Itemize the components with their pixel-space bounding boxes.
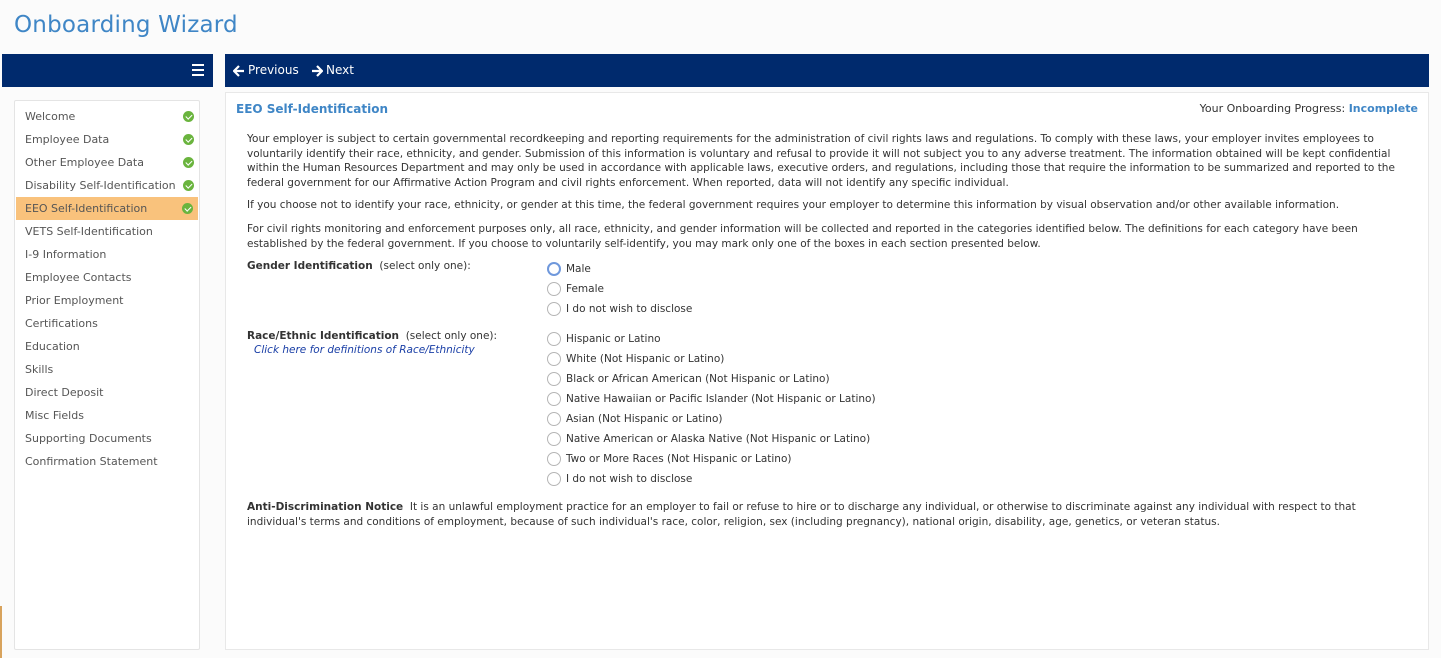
race-option-no-disclose[interactable]	[547, 471, 692, 487]
check-icon	[183, 111, 194, 122]
sidebar-item-other-employee-data[interactable]	[15, 151, 199, 174]
race-option-white[interactable]	[547, 351, 724, 367]
sidebar-item-label: VETS Self-Identification	[25, 225, 153, 238]
window-edge	[0, 606, 2, 658]
race-label-title: Race/Ethnic Identification	[247, 330, 400, 342]
radio-button[interactable]	[547, 332, 561, 346]
radio-button[interactable]	[547, 412, 561, 426]
sidebar-item-confirmation-statement[interactable]	[15, 450, 199, 473]
sidebar-item-misc-fields[interactable]	[15, 404, 199, 427]
sidebar-header	[2, 54, 213, 87]
sidebar-item-label: Other Employee Data	[25, 156, 144, 169]
notice-label: Anti-Discrimination Notice	[247, 501, 404, 513]
check-icon	[183, 180, 194, 191]
radio-button[interactable]	[547, 452, 561, 466]
previous-button[interactable]	[233, 54, 299, 87]
previous-button-label: Previous	[248, 63, 299, 77]
gender-option-no-disclose[interactable]	[547, 301, 692, 317]
gender-option-label: I do not wish to disclose	[566, 303, 693, 315]
observation-paragraph: If you choose not to identify your race, ethnicity, or gender at this time, the federal government requires your employer to determine this information by visual observation and/or other available information.	[247, 199, 1340, 211]
next-button[interactable]	[311, 54, 354, 87]
race-option-label: Black or African American (Not Hispanic or Latino)	[566, 373, 830, 385]
sidebar-item-employee-contacts[interactable]	[15, 266, 199, 289]
radio-button[interactable]	[547, 432, 561, 446]
sidebar-item-label: Confirmation Statement	[25, 455, 158, 468]
sidebar-item-i9-information[interactable]	[15, 243, 199, 266]
sidebar-item-vets-self-identification[interactable]	[15, 220, 199, 243]
sidebar-item-direct-deposit[interactable]	[15, 381, 199, 404]
main-content	[225, 92, 1429, 650]
radio-button[interactable]	[547, 262, 561, 276]
sidebar-item-label: EEO Self-Identification	[25, 202, 148, 215]
race-option-label: Asian (Not Hispanic or Latino)	[566, 413, 723, 425]
anti-discrimination-notice	[247, 500, 1415, 529]
gender-option-label: Male	[566, 263, 591, 275]
race-option-native-american[interactable]	[547, 431, 870, 447]
race-option-pacific-islander[interactable]	[547, 391, 876, 407]
race-label-hint: (select only one):	[405, 330, 498, 342]
gender-label-title: Gender Identification	[247, 260, 373, 272]
race-option-label: White (Not Hispanic or Latino)	[566, 353, 725, 365]
gender-label	[247, 260, 471, 272]
categories-paragraph: For civil rights monitoring and enforcement purposes only, all race, ethnicity, and gender information will be collected and reported in the categories identified below. The definitions for each category have been established by the federal government. If you choose to voluntarily self-identify, you may mark only one of the boxes in each section presented below.	[247, 223, 1358, 250]
next-button-label: Next	[326, 63, 354, 77]
sidebar-item-label: Education	[25, 340, 80, 353]
sidebar-item-label: Employee Contacts	[25, 271, 132, 284]
check-icon	[183, 157, 194, 168]
wizard-toolbar	[225, 54, 1429, 87]
sidebar-item-supporting-documents[interactable]	[15, 427, 199, 450]
check-icon	[183, 134, 194, 145]
race-option-label: Hispanic or Latino	[566, 333, 661, 345]
race-option-two-or-more[interactable]	[547, 451, 791, 467]
progress-label: Your Onboarding Progress:	[1199, 102, 1346, 115]
check-icon	[182, 203, 193, 214]
sidebar-item-label: Disability Self-Identification	[25, 179, 176, 192]
race-option-label: Native American or Alaska Native (Not Hispanic or Latino)	[566, 433, 871, 445]
onboarding-progress	[1200, 102, 1418, 115]
sidebar-item-label: Direct Deposit	[25, 386, 104, 399]
race-option-hispanic[interactable]	[547, 331, 661, 347]
radio-button[interactable]	[547, 352, 561, 366]
page-title: EEO Self-Identification	[236, 102, 388, 116]
radio-button[interactable]	[547, 372, 561, 386]
radio-button[interactable]	[547, 392, 561, 406]
app-title: Onboarding Wizard	[14, 12, 238, 38]
sidebar-item-label: Misc Fields	[25, 409, 84, 422]
wizard-steps-sidebar	[14, 100, 200, 650]
sidebar-item-label: Employee Data	[25, 133, 110, 146]
gender-option-male[interactable]	[547, 261, 591, 277]
sidebar-item-label: I-9 Information	[25, 248, 107, 261]
race-option-black[interactable]	[547, 371, 830, 387]
sidebar-item-label: Welcome	[25, 110, 76, 123]
sidebar-item-education[interactable]	[15, 335, 199, 358]
radio-button[interactable]	[547, 282, 561, 296]
gender-option-female[interactable]	[547, 281, 604, 297]
sidebar-item-certifications[interactable]	[15, 312, 199, 335]
sidebar-item-label: Supporting Documents	[25, 432, 152, 445]
gender-option-label: Female	[566, 283, 604, 295]
sidebar-item-label: Certifications	[25, 317, 98, 330]
sidebar-item-prior-employment[interactable]	[15, 289, 199, 312]
race-definitions-link[interactable]: Click here for definitions of Race/Ethnicity	[254, 344, 475, 356]
progress-status: Incomplete	[1348, 102, 1418, 115]
radio-button[interactable]	[547, 472, 561, 486]
radio-button[interactable]	[547, 302, 561, 316]
arrow-right-icon	[311, 65, 323, 77]
sidebar-item-welcome[interactable]	[15, 105, 199, 128]
race-option-label: Native Hawaiian or Pacific Islander (Not Hispanic or Latino)	[566, 393, 876, 405]
race-option-label: Two or More Races (Not Hispanic or Latino)	[566, 453, 792, 465]
arrow-left-icon	[233, 65, 245, 77]
sidebar-item-label: Skills	[25, 363, 54, 376]
sidebar-item-disability-self-identification[interactable]	[15, 174, 199, 197]
sidebar-item-eeo-self-identification[interactable]	[16, 197, 198, 220]
race-label	[247, 330, 497, 342]
race-option-label: I do not wish to disclose	[566, 473, 693, 485]
sidebar-item-employee-data[interactable]	[15, 128, 199, 151]
menu-icon[interactable]	[192, 64, 204, 76]
intro-paragraph: Your employer is subject to certain governmental recordkeeping and reporting requirements for the administration of civil rights laws and regulations. To comply with these laws, your employer invites employees to voluntarily identify their race, ethnicity, and gender. Submission of this information is voluntary and refusal to provide it will not subject you to any adverse treatment. The information obtained will be kept confidential within the Human Resources Department and may only be used in accordance with applicable laws, executive orders, and regulations, including those that require the information to be summarized and reported to the federal government for our Affirmative Action Program and civil rights enforcement. When reported, data will not identify any specific individual.	[247, 133, 1395, 189]
sidebar-item-label: Prior Employment	[25, 294, 124, 307]
gender-label-hint: (select only one):	[379, 260, 471, 272]
sidebar-item-skills[interactable]	[15, 358, 199, 381]
race-option-asian[interactable]	[547, 411, 722, 427]
notice-text: It is an unlawful employment practice for an employer to fail or refuse to hire or to discharge any individual, or otherwise to discriminate against any individual with respect to that individual's terms and conditions of employment, because of such individual's race, color, religion, sex (including pregnancy), national origin, disability, age, genetics, or veteran status.	[247, 501, 1356, 528]
